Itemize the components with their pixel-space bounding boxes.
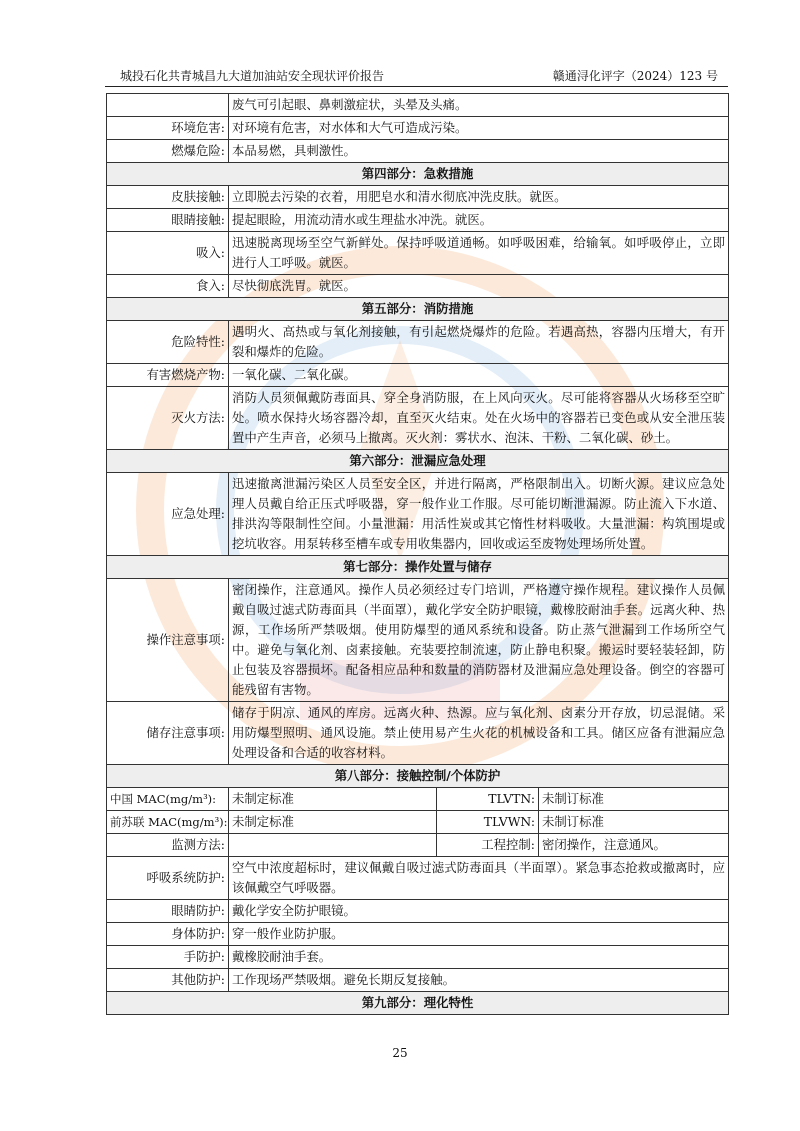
section-row [107,163,729,186]
env-hazard-value: 对环境有危害，对水体和大气可造成污染。 [229,117,729,140]
report-header-title: 城投石化共青城昌九大道加油站安全现状评价报告 [120,69,385,83]
table-row [107,232,729,275]
table-row [107,702,729,765]
ussr-mac-label: 前苏联 MAC(mg/m³): [107,811,229,834]
hand-protection-label: 手防护: [107,946,229,969]
section-row [107,765,729,788]
extinguish-method-label: 灭火方法: [107,387,229,450]
table-row [107,209,729,232]
skin-contact-value: 立即脱去污染的衣着，用肥皂水和清水彻底冲洗皮肤。就医。 [229,186,729,209]
table-row [107,94,729,117]
row-label [107,94,229,117]
ussr-mac-value: 未制定标准 [229,811,437,834]
table-row [107,811,729,834]
fire-hazard-value: 本品易燃，具刺激性。 [229,140,729,163]
tlvtn-label: TLVTN: [437,788,539,811]
combustion-products-label: 有害燃烧产物: [107,364,229,387]
inhalation-label: 吸入: [107,232,229,275]
table-row [107,321,729,364]
section-row [107,556,729,579]
eye-protection-label: 眼睛防护: [107,900,229,923]
table-row [107,186,729,209]
respiratory-protection-label: 呼吸系统防护: [107,857,229,900]
ingestion-label: 食入: [107,275,229,298]
emergency-handling-label: 应急处理: [107,473,229,556]
section-row [107,992,729,1015]
skin-contact-label: 皮肤接触: [107,186,229,209]
engineering-control-label: 工程控制: [437,834,539,857]
table-row [107,969,729,992]
header-divider [105,86,728,87]
combustion-products-value: 一氧化碳、二氧化碳。 [229,364,729,387]
env-hazard-label: 环境危害: [107,117,229,140]
table-row [107,946,729,969]
table-row [107,140,729,163]
table-row [107,275,729,298]
section-8-heading: 第八部分：接触控制/个体防护 [107,765,729,788]
section-7-heading: 第七部分：操作处置与储存 [107,556,729,579]
section-row [107,450,729,473]
tlvtn-value: 未制订标准 [539,788,729,811]
eye-contact-label: 眼睛接触: [107,209,229,232]
cell-continued-text: 废气可引起眼、鼻刺激症状，头晕及头痛。 [229,94,729,117]
monitoring-method-label: 监测方法: [107,834,229,857]
table-row [107,117,729,140]
report-number: 赣通浔化评字（2024）123 号 [552,69,718,83]
hand-protection-value: 戴橡胶耐油手套。 [229,946,729,969]
fire-hazard-label: 燃爆危险: [107,140,229,163]
inhalation-value: 迅速脱离现场至空气新鲜处。保持呼吸道通畅。如呼吸困难，给输氧。如呼吸停止，立即进行人工呼吸。就医。 [229,232,729,275]
table-row [107,364,729,387]
msds-table [106,93,729,1015]
hazard-property-value: 遇明火、高热或与氧化剂接触，有引起燃烧爆炸的危险。若遇高热，容器内压增大，有开裂和爆炸的危险。 [229,321,729,364]
engineering-control-value: 密闭操作，注意通风。 [539,834,729,857]
body-protection-label: 身体防护: [107,923,229,946]
respiratory-protection-value: 空气中浓度超标时，建议佩戴自吸过滤式防毒面具（半面罩）。紧急事态抢救或撤离时，应该佩戴空气呼吸器。 [229,857,729,900]
hazard-property-label: 危险特性: [107,321,229,364]
storage-notes-value: 储存于阴凉、通风的库房。远离火种、热源。应与氧化剂、卤素分开存放，切忌混储。采用防爆型照明、通风设施。禁止使用易产生火花的机械设备和工具。储区应备有泄漏应急处理设备和合适的收容材料。 [229,702,729,765]
page-number: 25 [392,1046,408,1060]
monitoring-method-value [229,834,437,857]
eye-contact-value: 提起眼睑，用流动清水或生理盐水冲洗。就医。 [229,209,729,232]
china-mac-label: 中国 MAC(mg/m³): [107,788,229,811]
table-row [107,788,729,811]
extinguish-method-value: 消防人员须佩戴防毒面具、穿全身消防服，在上风向灭火。尽可能将容器从火场移至空旷处。喷水保持火场容器冷却，直至灭火结束。处在火场中的容器若已变色或从安全泄压装置中产生声音，必须马上撤离。灭火剂：雾状水、泡沫、干粉、二氧化碳、砂土。 [229,387,729,450]
section-5-heading: 第五部分：消防措施 [107,298,729,321]
section-9-heading: 第九部分：理化特性 [107,992,729,1015]
table-row [107,387,729,450]
section-6-heading: 第六部分：泄漏应急处理 [107,450,729,473]
other-protection-label: 其他防护: [107,969,229,992]
tlvwn-value: 未制订标准 [539,811,729,834]
operation-notes-label: 操作注意事项: [107,579,229,702]
table-row [107,857,729,900]
tlvwn-label: TLVWN: [437,811,539,834]
operation-notes-value: 密闭操作，注意通风。操作人员必须经过专门培训，严格遵守操作规程。建议操作人员佩戴自吸过滤式防毒面具（半面罩），戴化学安全防护眼镜，戴橡胶耐油手套。远离火种、热源，工作场所严禁吸烟。使用防爆型的通风系统和设备。防止蒸气泄漏到工作场所空气中。避免与氧化剂、卤素接触。充装要控制流速，防止静电积聚。搬运时要轻装轻卸，防止包装及容器损坏。配备相应品种和数量的消防器材及泄漏应急处理设备。倒空的容器可能残留有害物。 [229,579,729,702]
table-row [107,900,729,923]
ingestion-value: 尽快彻底洗胃。就医。 [229,275,729,298]
body-protection-value: 穿一般作业防护服。 [229,923,729,946]
storage-notes-label: 储存注意事项: [107,702,229,765]
section-4-heading: 第四部分：急救措施 [107,163,729,186]
table-row [107,834,729,857]
table-row [107,923,729,946]
section-row [107,298,729,321]
other-protection-value: 工作现场严禁吸烟。避免长期反复接触。 [229,969,729,992]
eye-protection-value: 戴化学安全防护眼镜。 [229,900,729,923]
emergency-handling-value: 迅速撤离泄漏污染区人员至安全区，并进行隔离，严格限制出入。切断火源。建议应急处理人员戴自给正压式呼吸器，穿一般作业工作服。尽可能切断泄漏源。防止流入下水道、排洪沟等限制性空间。小量泄漏：用活性炭或其它惰性材料吸收。大量泄漏：构筑围堤或挖坑收容。用泵转移至槽车或专用收集器内，回收或运至废物处理场所处置。 [229,473,729,556]
table-row [107,473,729,556]
china-mac-value: 未制定标准 [229,788,437,811]
table-row [107,579,729,702]
